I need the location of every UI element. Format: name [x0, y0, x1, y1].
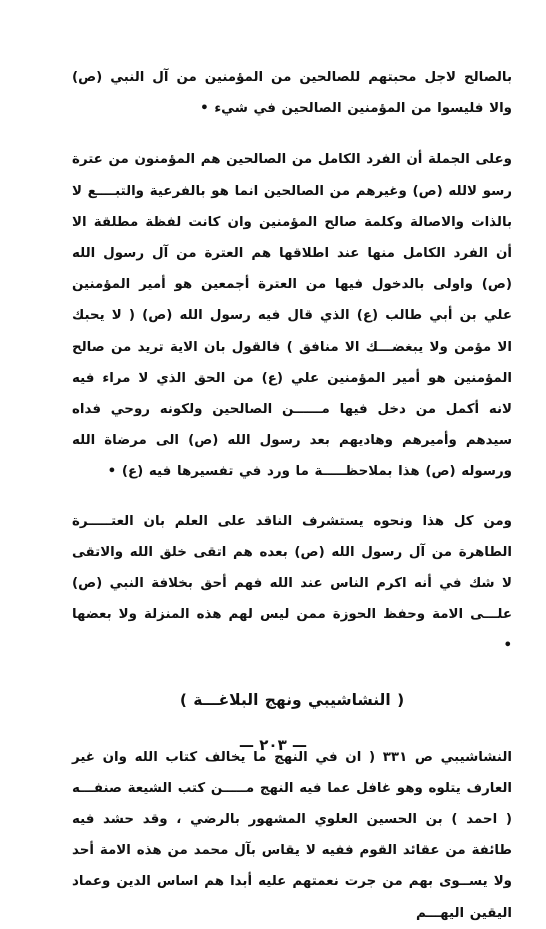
- paragraph-4: النشاشيبي ص ٣٣١ ( ان في النهج ما يخالف كتاب الله وان غير العارف يتلوه وهو غافل عما فيه النهج مـــــن كتب الشيعة صنفـــه ( احمد ) بن الحسين العلوي المشهور بالرضي ، وقد حشد فيه طائفة من عقائد القوم ففيه لا يقاس بآل محمد من هذه الامة أحد ولا يســوى بهم من جرت نعمتهم عليه أبدا هم اساس الدين وعماد اليقين اليهـــم: [72, 749, 512, 921]
- paragraph-1: بالصالح لاجل محبتهم للصالحين من المؤمنين من آل النبي (ص) والا فليسوا من المؤمنين الصالحين في شيء •: [72, 70, 512, 117]
- page-text-block: [72, 62, 512, 929]
- paragraph-2: وعلى الجملة أن الفرد الكامل من الصالحين هم المؤمنون من عترة رسو لالله (ص) وغيرهم من الصالحين انما هو بالفرعية والتبــــع لا بالذات والاصالة وكلمة صالح المؤمنين وان كانت لفظة مطلقة الا أن الفرد الكامل منها عند اطلاقها هم العترة من آل رسول الله (ص) واولى بالدخول فيها من العترة أجمعين هو أمير المؤمنين علي بن أبي طالب (ع) الذي قال فيه رسول الله (ص) ( لا يحبك الا مؤمن ولا يبغضـــك الا منافق ) فالقول بان الاية تريد من صالح المؤمنين هو أمير المؤمنين علي (ع) من الحق الذي لا مراء فيه لانه أكمل من دخل فيها مــــــن الصالحين ولكونه روحي فداه سيدهم وأميرهم وهاديهم بعد رسول الله (ص) الى مرضاة الله ورسوله (ص) هذا بملاحظـــــة ما ورد في تفسيرها فيه (ع) •: [71, 152, 512, 480]
- page-number: — ٢٠٣ —: [239, 736, 307, 754]
- paragraph-3: ومن كل هذا ونحوه يستشرف الناقد على العلم بان العتـــــرة الطاهرة من آل رسول الله (ص) بعده هم اتقى خلق الله والاتقى لا شك في أنه اكرم الناس عند الله فهم أحق بخلافة النبي (ص) علـــى الامة وحفظ الحوزة ممن ليس لهم هذه المنزلة ولا بعضها •: [72, 513, 512, 654]
- section-heading: ( النشاشيبي ونهج البلاغـــة ): [179, 690, 405, 709]
